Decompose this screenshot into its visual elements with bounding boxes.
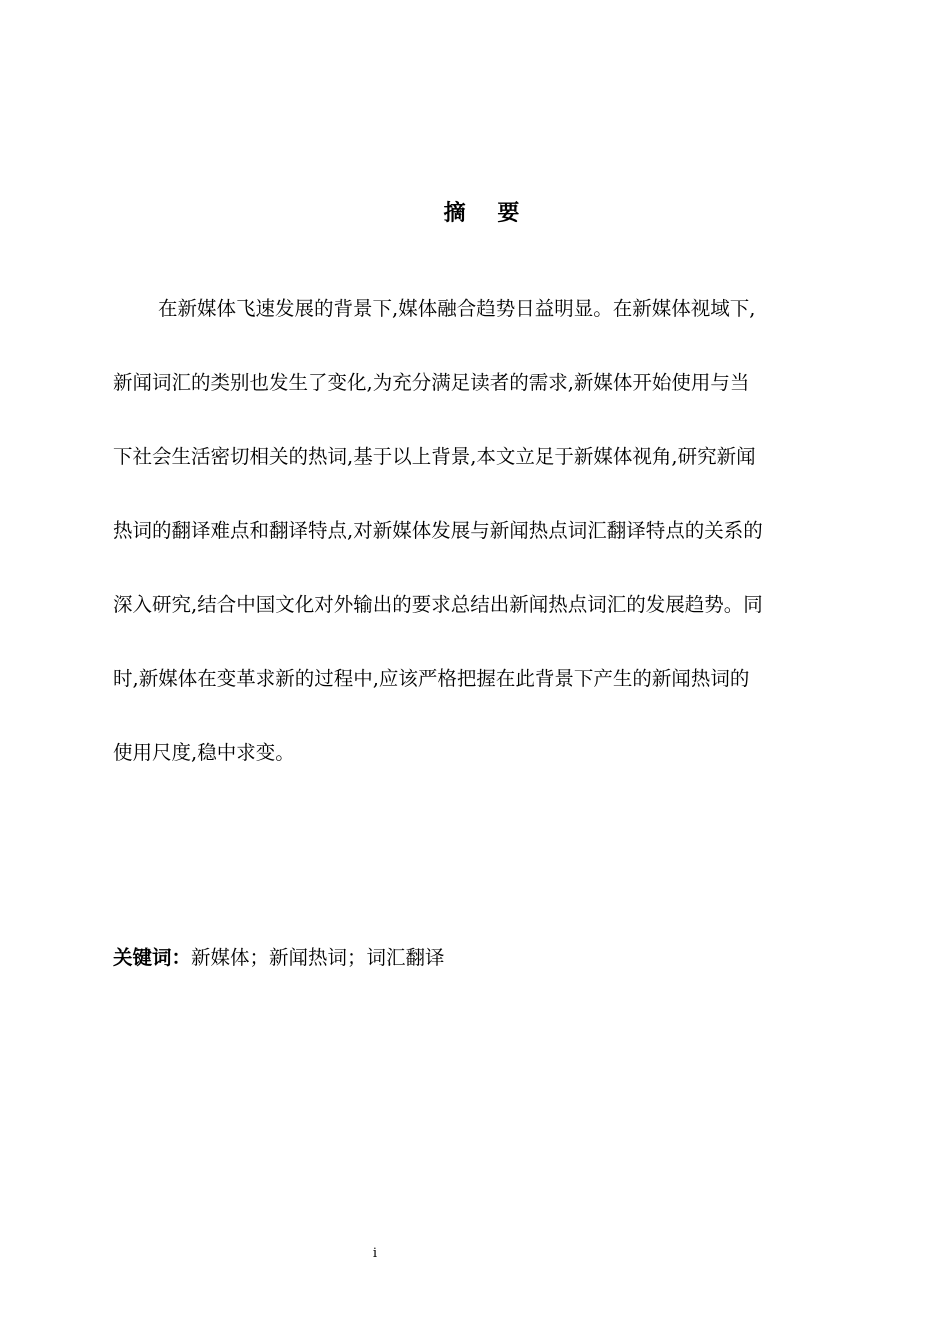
abstract-body [113,290,863,808]
keywords-label: 关键词： [113,946,192,969]
abstract-title: 摘 要 [443,201,532,226]
abstract-line: 深入研究,结合中国文化对外输出的要求总结出新闻热点词汇的发展趋势。同 [113,593,763,616]
abstract-line: 在新媒体飞速发展的背景下,媒体融合趋势日益明显。在新媒体视域下, [158,297,756,320]
abstract-line: 时,新媒体在变革求新的过程中,应该严格把握在此背景下产生的新闻热词的 [113,667,750,690]
page-number: i [372,1246,378,1261]
abstract-line: 新闻词汇的类别也发生了变化,为充分满足读者的需求,新媒体开始使用与当 [113,371,750,394]
abstract-line: 使用尺度,稳中求变。 [113,741,295,764]
abstract-line: 下社会生活密切相关的热词,基于以上背景,本文立足于新媒体视角,研究新闻 [113,445,756,468]
keywords-value: 新媒体；新闻热词；词汇翻译 [191,946,445,969]
abstract-line: 热词的翻译难点和翻译特点,对新媒体发展与新闻热点词汇翻译特点的关系的 [113,519,763,542]
keywords-line [113,940,445,976]
